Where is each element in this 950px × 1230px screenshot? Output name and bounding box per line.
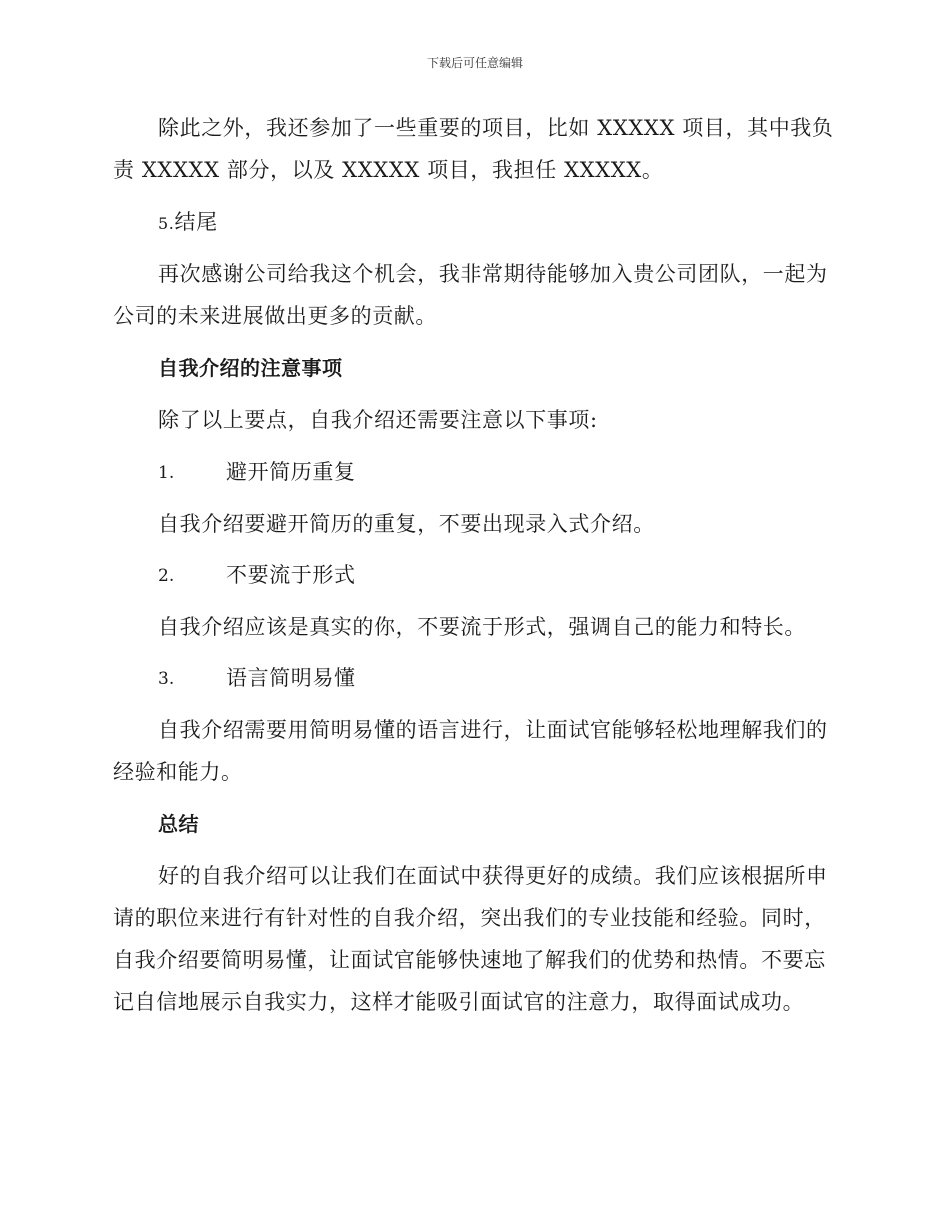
list-item-title: 不要流于形式 [226,563,356,587]
list-item-title: 语言简明易懂 [226,666,356,690]
paragraph-line: 除了以上要点，自我介绍还需要注意以下事项: [158,408,598,432]
paragraph-line: 经验和能力。 [113,760,243,784]
paragraph-line: 自我介绍应该是真实的你，不要流于形式，强调自己的能力和特长。 [158,615,806,639]
paragraph-line: 自我介绍要避开简历的重复，不要出现录入式介绍。 [158,512,655,536]
paragraph-line: 自我介绍要简明易懂，让面试官能够快速地了解我们的优势和热情。不要忘 [113,948,826,972]
paragraph-line: 自我介绍需要用简明易懂的语言进行，让面试官能够轻松地理解我们的 [158,718,828,742]
paragraph-line: 请的职位来进行有针对性的自我介绍，突出我们的专业技能和经验。同时， [113,906,826,930]
ending-number: 5. [158,214,175,233]
paragraph-line: 公司的未来进展做出更多的贡献。 [113,304,437,328]
section-heading: 总结 [158,812,199,836]
list-item-number: 1. [158,463,175,483]
section-heading: 自我介绍的注意事项 [158,356,343,380]
ending-title [158,208,218,238]
list-item-number: 3. [158,669,175,689]
paragraph-line: 责 XXXXX 部分，以及 XXXXX 项目，我担任 XXXXX。 [113,158,664,182]
page-header: 下载后可任意编辑 [426,56,523,70]
paragraph-line: 记自信地展示自我实力，这样才能吸引面试官的注意力，取得面试成功。 [113,990,805,1014]
paragraph-line: 除此之外，我还参加了一些重要的项目，比如 XXXXX 项目，其中我负 [158,116,834,140]
ending-title-text: 结尾 [174,210,218,234]
paragraph-line: 再次感谢公司给我这个机会，我非常期待能够加入贵公司团队，一起为 [158,262,828,286]
list-item-title: 避开简历重复 [226,460,356,484]
paragraph-line: 好的自我介绍可以让我们在面试中获得更好的成绩。我们应该根据所申 [158,864,828,888]
list-item-number: 2. [158,566,175,586]
